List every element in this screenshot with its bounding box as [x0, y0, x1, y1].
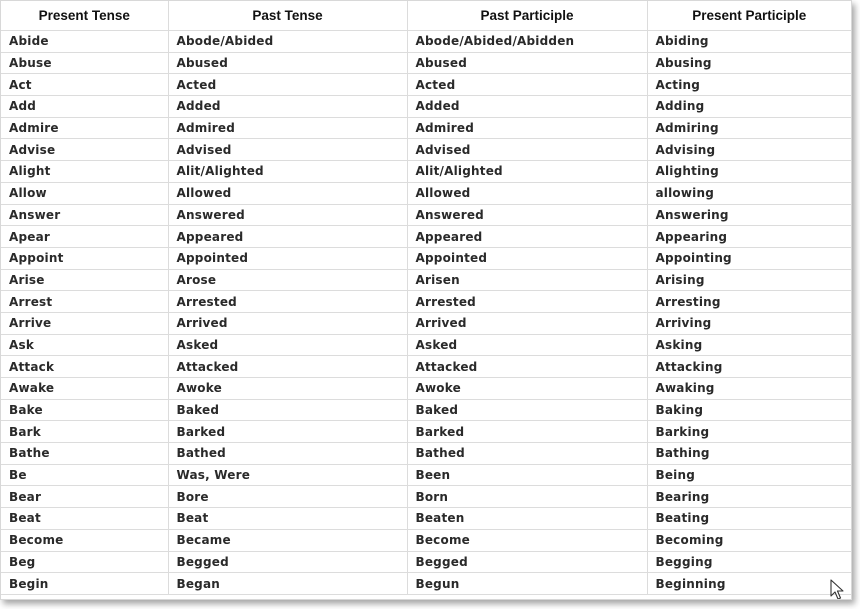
table-row	[1, 52, 851, 74]
cell-present-participle: Asking	[647, 334, 851, 356]
cell-past-participle: Attacked	[407, 356, 647, 378]
cell-past-tense: Barked	[168, 421, 407, 443]
header-present-tense: Present Tense	[1, 1, 168, 31]
header-past-participle: Past Participle	[407, 1, 647, 31]
cell-present-participle: Admiring	[647, 117, 851, 139]
cell-past-participle: Abused	[407, 52, 647, 74]
table-row	[1, 269, 851, 291]
cell-present-tense: Attack	[1, 356, 168, 378]
cell-past-tense: Arrested	[168, 291, 407, 313]
cell-past-tense: Was, Were	[168, 464, 407, 486]
cell-present-tense: Beg	[1, 551, 168, 573]
cell-past-participle: Admired	[407, 117, 647, 139]
cell-past-tense: Arrived	[168, 312, 407, 334]
cell-past-tense: Abused	[168, 52, 407, 74]
cell-present-participle: Advising	[647, 139, 851, 161]
cell-past-participle: Begun	[407, 573, 647, 595]
cell-present-participle: Alighting	[647, 161, 851, 183]
cell-present-participle: Bearing	[647, 486, 851, 508]
cell-present-tense: Be	[1, 464, 168, 486]
cell-past-tense: Acted	[168, 74, 407, 96]
cell-present-tense: Abide	[1, 31, 168, 53]
cell-present-participle: Becoming	[647, 529, 851, 551]
cell-past-tense: Baked	[168, 399, 407, 421]
cell-past-participle: Barked	[407, 421, 647, 443]
mouse-pointer-icon	[830, 579, 846, 600]
cell-present-tense: Beat	[1, 508, 168, 530]
cell-past-participle: Begged	[407, 551, 647, 573]
cell-present-tense: Answer	[1, 204, 168, 226]
cell-present-tense: Admire	[1, 117, 168, 139]
cell-present-tense: Begin	[1, 573, 168, 595]
cell-past-participle: Acted	[407, 74, 647, 96]
cell-past-participle: Added	[407, 96, 647, 118]
table-row	[1, 356, 851, 378]
table-row	[1, 74, 851, 96]
cell-present-tense: Act	[1, 74, 168, 96]
cell-present-participle: Arriving	[647, 312, 851, 334]
cell-past-participle: Appointed	[407, 247, 647, 269]
cell-past-tense: Bathed	[168, 443, 407, 465]
table-row	[1, 161, 851, 183]
cell-past-participle: Born	[407, 486, 647, 508]
cell-past-participle: Baked	[407, 399, 647, 421]
cell-present-participle: Baking	[647, 399, 851, 421]
header-past-tense: Past Tense	[168, 1, 407, 31]
table-row	[1, 226, 851, 248]
table-row	[1, 312, 851, 334]
table-body	[1, 31, 851, 595]
cell-present-tense: Apear	[1, 226, 168, 248]
cell-present-participle: Arresting	[647, 291, 851, 313]
cell-present-tense: Add	[1, 96, 168, 118]
cell-past-participle: Asked	[407, 334, 647, 356]
cell-present-participle: Acting	[647, 74, 851, 96]
table-row	[1, 464, 851, 486]
cell-present-tense: Bear	[1, 486, 168, 508]
cell-present-tense: Appoint	[1, 247, 168, 269]
cell-present-participle: Abiding	[647, 31, 851, 53]
cell-present-tense: Arise	[1, 269, 168, 291]
cell-present-participle: Being	[647, 464, 851, 486]
cell-past-participle: Become	[407, 529, 647, 551]
cell-past-participle: Arrested	[407, 291, 647, 313]
cell-present-tense: Abuse	[1, 52, 168, 74]
cell-past-tense: Asked	[168, 334, 407, 356]
cell-present-tense: Arrest	[1, 291, 168, 313]
cell-past-tense: Admired	[168, 117, 407, 139]
table-header-row	[1, 1, 851, 31]
cell-present-tense: Ask	[1, 334, 168, 356]
cell-present-participle: Appointing	[647, 247, 851, 269]
table-row	[1, 399, 851, 421]
cell-past-tense: Begged	[168, 551, 407, 573]
cell-present-participle: allowing	[647, 182, 851, 204]
table-row	[1, 573, 851, 595]
cell-past-tense: Allowed	[168, 182, 407, 204]
table-row	[1, 529, 851, 551]
cell-present-participle: Beating	[647, 508, 851, 530]
cell-past-participle: Arrived	[407, 312, 647, 334]
cell-present-tense: Bathe	[1, 443, 168, 465]
table-row	[1, 378, 851, 400]
cell-past-participle: Been	[407, 464, 647, 486]
table-row	[1, 96, 851, 118]
cell-present-participle: Bathing	[647, 443, 851, 465]
cell-past-participle: Allowed	[407, 182, 647, 204]
cell-past-participle: Beaten	[407, 508, 647, 530]
cell-present-tense: Bark	[1, 421, 168, 443]
cell-past-tense: Answered	[168, 204, 407, 226]
cell-present-tense: Awake	[1, 378, 168, 400]
cell-past-participle: Awoke	[407, 378, 647, 400]
table-row	[1, 139, 851, 161]
cell-past-tense: Beat	[168, 508, 407, 530]
cell-present-tense: Alight	[1, 161, 168, 183]
table-row	[1, 334, 851, 356]
cell-past-participle: Advised	[407, 139, 647, 161]
cell-past-tense: Bore	[168, 486, 407, 508]
table-row	[1, 551, 851, 573]
cell-past-tense: Alit/Alighted	[168, 161, 407, 183]
table-row	[1, 247, 851, 269]
cell-present-participle: Attacking	[647, 356, 851, 378]
cell-past-participle: Bathed	[407, 443, 647, 465]
cell-past-tense: Added	[168, 96, 407, 118]
table-row	[1, 291, 851, 313]
cell-past-tense: Advised	[168, 139, 407, 161]
cell-present-tense: Allow	[1, 182, 168, 204]
cell-present-participle: Arising	[647, 269, 851, 291]
table-row	[1, 486, 851, 508]
header-present-participle: Present Participle	[647, 1, 851, 31]
cell-past-participle: Abode/Abided/Abidden	[407, 31, 647, 53]
cell-present-tense: Arrive	[1, 312, 168, 334]
table-row	[1, 443, 851, 465]
cell-past-participle: Arisen	[407, 269, 647, 291]
cell-past-tense: Attacked	[168, 356, 407, 378]
table-row	[1, 182, 851, 204]
cell-past-tense: Arose	[168, 269, 407, 291]
cell-present-participle: Answering	[647, 204, 851, 226]
cell-past-participle: Alit/Alighted	[407, 161, 647, 183]
cell-past-tense: Awoke	[168, 378, 407, 400]
cell-past-tense: Appointed	[168, 247, 407, 269]
table-row	[1, 508, 851, 530]
cell-present-participle: Beginning	[647, 573, 851, 595]
cell-present-participle: Abusing	[647, 52, 851, 74]
cell-present-participle: Adding	[647, 96, 851, 118]
cell-present-participle: Barking	[647, 421, 851, 443]
cell-past-tense: Began	[168, 573, 407, 595]
cell-present-participle: Appearing	[647, 226, 851, 248]
cell-past-participle: Answered	[407, 204, 647, 226]
table-row	[1, 117, 851, 139]
cell-past-participle: Appeared	[407, 226, 647, 248]
cell-present-tense: Become	[1, 529, 168, 551]
cell-present-tense: Bake	[1, 399, 168, 421]
cell-present-tense: Advise	[1, 139, 168, 161]
table-row	[1, 421, 851, 443]
cell-past-tense: Abode/Abided	[168, 31, 407, 53]
cell-past-tense: Appeared	[168, 226, 407, 248]
cell-past-tense: Became	[168, 529, 407, 551]
cell-present-participle: Begging	[647, 551, 851, 573]
verb-forms-table	[1, 1, 851, 595]
table-row	[1, 204, 851, 226]
table-row	[1, 31, 851, 53]
cell-present-participle: Awaking	[647, 378, 851, 400]
